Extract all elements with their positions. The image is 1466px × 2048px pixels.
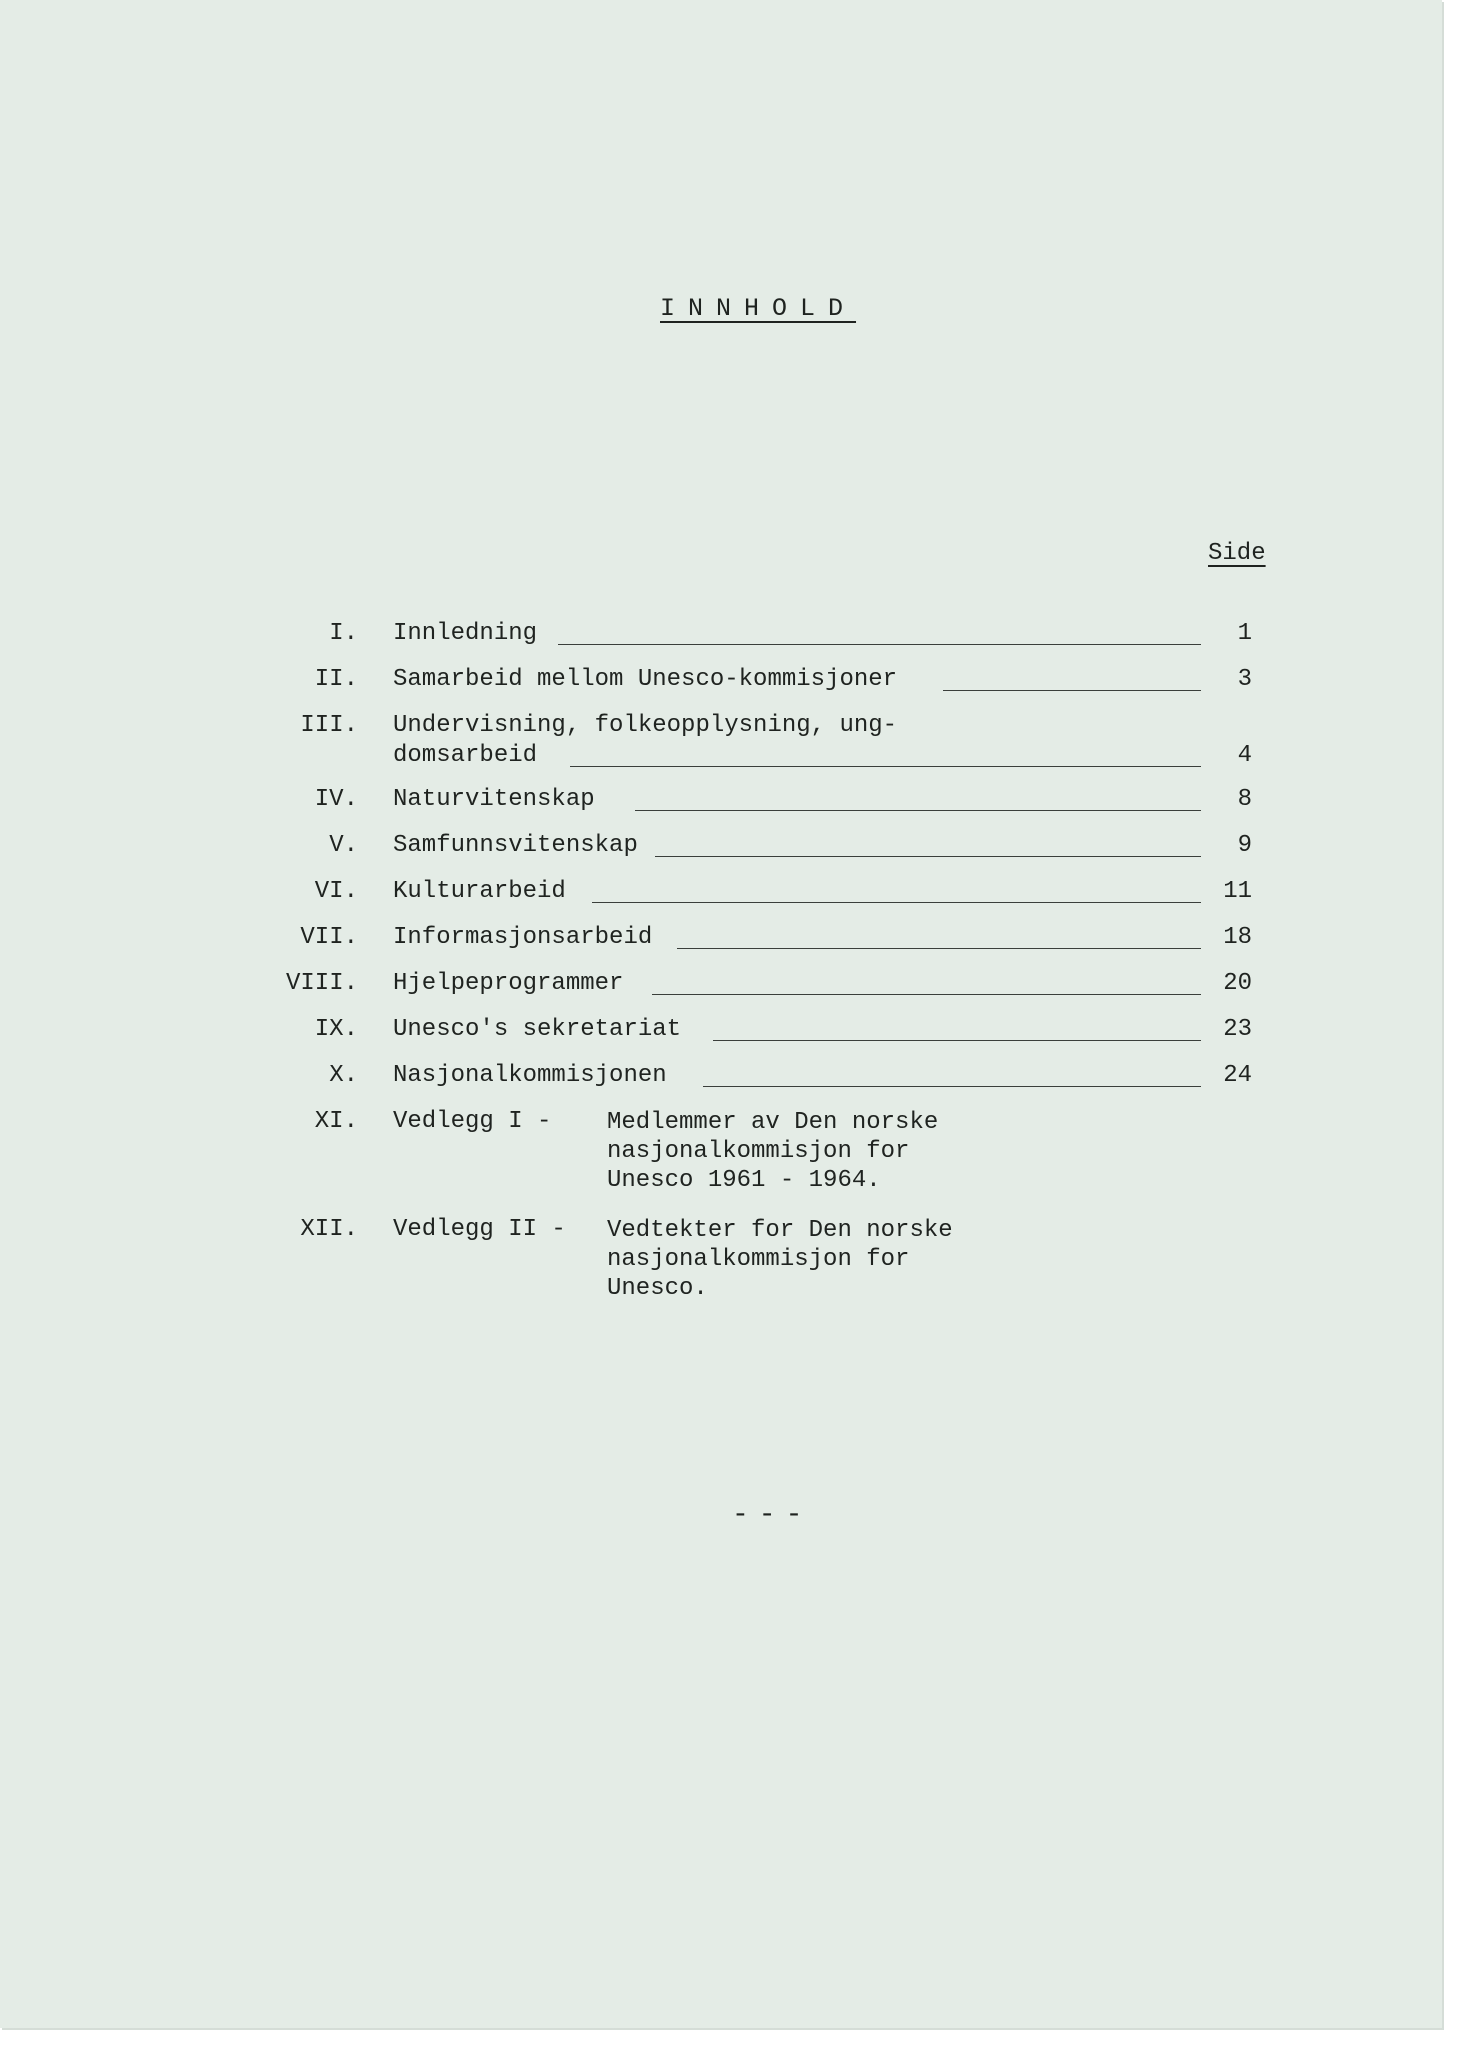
page-title: INNHOLD — [660, 294, 857, 323]
dot-leader — [655, 856, 1201, 857]
toc-entry-label: Informasjonsarbeid — [393, 924, 653, 951]
toc-entry-page: 11 — [1223, 878, 1252, 905]
toc-entry-label: Innledning — [393, 620, 538, 647]
toc-entry-number: X. — [329, 1062, 358, 1089]
toc-entry-label: Naturvitenskap — [393, 786, 595, 813]
appendix-description-line: Unesco 1961 - 1964. — [607, 1167, 881, 1194]
appendix-entry — [0, 1216, 1442, 1306]
toc-entry-number: VIII. — [285, 970, 358, 997]
toc-entry-number: IX. — [314, 1016, 358, 1043]
toc-entry-label: Nasjonalkommisjonen — [393, 1062, 667, 1089]
appendix-description-line: Vedtekter for Den norske — [607, 1217, 953, 1244]
dot-leader — [652, 994, 1201, 995]
toc-entry-page: 18 — [1223, 924, 1252, 951]
toc-entry-page: 24 — [1223, 1062, 1252, 1089]
toc-entry-number: II. — [314, 666, 358, 693]
dot-leader — [713, 1040, 1201, 1041]
appendix-description-line: Medlemmer av Den norske — [607, 1109, 939, 1136]
toc-entry-number: III. — [300, 712, 358, 739]
toc-entry — [0, 970, 1442, 1004]
dot-leader — [558, 644, 1201, 645]
toc-entry — [0, 712, 1442, 782]
toc-entry-number: V. — [329, 832, 358, 859]
dot-leader — [570, 766, 1201, 767]
toc-entry — [0, 1062, 1442, 1096]
dot-leader — [703, 1086, 1201, 1087]
toc-entry-page: 9 — [1237, 832, 1252, 859]
appendix-entry — [0, 1108, 1442, 1198]
page-column-heading: Side — [1208, 540, 1266, 567]
toc-entry-label: Unesco's sekretariat — [393, 1016, 682, 1043]
toc-entry-page: 8 — [1237, 786, 1252, 813]
appendix-number: XII. — [300, 1216, 358, 1243]
toc-entry-number: VI. — [314, 878, 358, 905]
appendix-label: Vedlegg I - — [393, 1108, 552, 1135]
appendix-description-line: nasjonalkommisjon for — [607, 1246, 910, 1273]
toc-entry — [0, 786, 1442, 820]
dot-leader — [635, 810, 1201, 811]
toc-entry-label-continued: domsarbeid — [393, 742, 538, 769]
toc-entry-page: 20 — [1223, 970, 1252, 997]
appendix-description-line: nasjonalkommisjon for — [607, 1138, 910, 1165]
toc-entry-page: 23 — [1223, 1016, 1252, 1043]
toc-entry-number: I. — [329, 620, 358, 647]
toc-entry-number: VII. — [300, 924, 358, 951]
toc-entry-number: IV. — [314, 786, 358, 813]
appendix-description-line: Unesco. — [607, 1275, 708, 1302]
closing-dash-mark: --- — [732, 1500, 813, 1531]
toc-entry-page: 3 — [1237, 666, 1252, 693]
toc-entry — [0, 832, 1442, 866]
dot-leader — [943, 690, 1201, 691]
toc-entry — [0, 878, 1442, 912]
appendix-description — [607, 1216, 953, 1303]
dot-leader — [677, 948, 1201, 949]
appendix-description — [607, 1108, 938, 1195]
toc-entry — [0, 1016, 1442, 1050]
appendix-number: XI. — [314, 1108, 358, 1135]
toc-entry-label: Samfunnsvitenskap — [393, 832, 638, 859]
toc-entry-label: Kulturarbeid — [393, 878, 566, 905]
toc-entry-page: 1 — [1237, 620, 1252, 647]
appendix-label: Vedlegg II - — [393, 1216, 566, 1243]
toc-entry-label: Samarbeid mellom Unesco-kommisjoner — [393, 666, 898, 693]
dot-leader — [592, 902, 1201, 903]
toc-entry-label: Undervisning, folkeopplysning, ung- — [393, 712, 898, 739]
toc-entry-page: 4 — [1237, 742, 1252, 769]
toc-entry — [0, 666, 1442, 700]
toc-entry — [0, 620, 1442, 654]
toc-entry — [0, 924, 1442, 958]
toc-entry-label: Hjelpeprogrammer — [393, 970, 624, 997]
